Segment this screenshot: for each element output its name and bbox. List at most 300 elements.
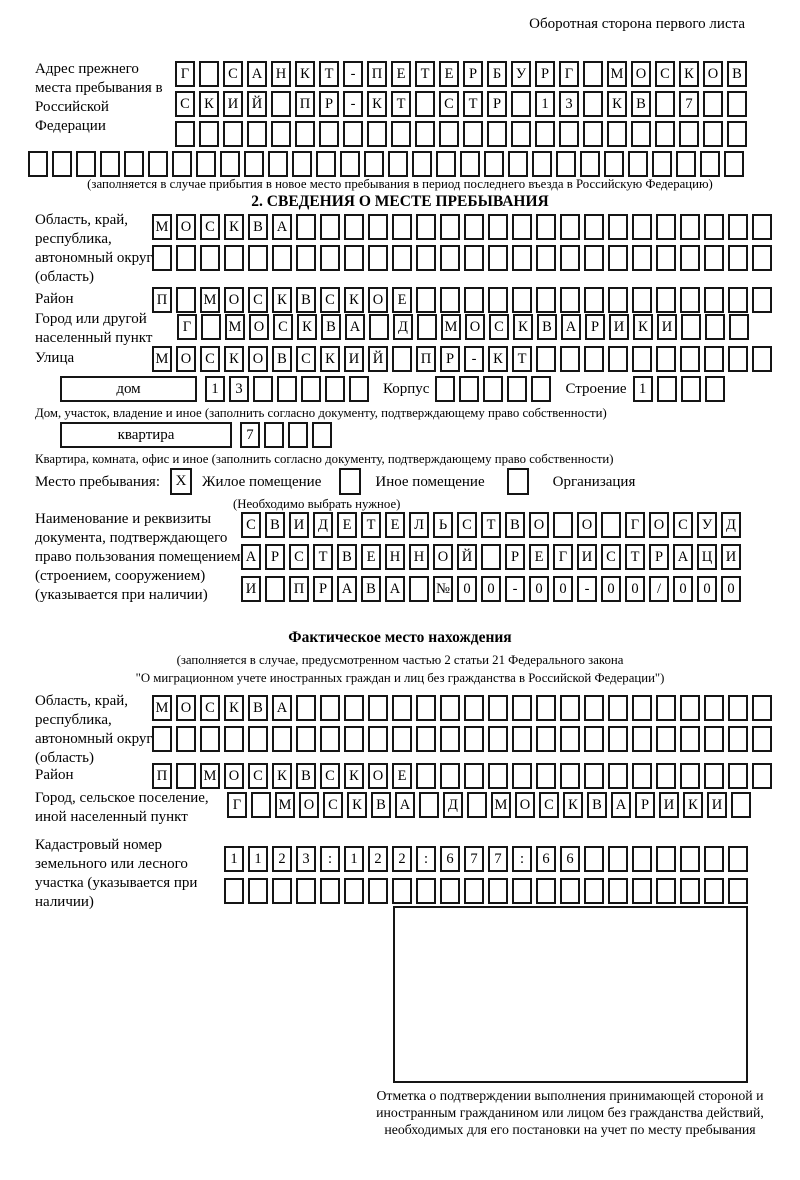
char-cell: П bbox=[289, 576, 309, 602]
char-cell bbox=[656, 878, 676, 904]
char-cell bbox=[296, 726, 316, 752]
char-cell bbox=[752, 214, 772, 240]
actual-region-row-2 bbox=[152, 726, 776, 752]
char-cell bbox=[344, 726, 364, 752]
char-cell bbox=[553, 512, 573, 538]
char-cell: М bbox=[152, 695, 172, 721]
char-cell: - bbox=[343, 91, 363, 117]
char-cell: К bbox=[224, 346, 244, 372]
char-cell bbox=[655, 121, 675, 147]
char-cell bbox=[728, 763, 748, 789]
char-cell bbox=[511, 121, 531, 147]
char-cell: С bbox=[175, 91, 195, 117]
stroenie-label: Строение bbox=[565, 381, 627, 397]
stamp-caption: Отметка о подтверждении выполнения принимающей стороной и иностранным гражданином или лицом без гражданства действий, необходимых для его постановки на учет по месту пребывания bbox=[376, 1088, 764, 1137]
char-cell bbox=[175, 121, 195, 147]
char-cell: М bbox=[275, 792, 295, 818]
char-cell: 0 bbox=[697, 576, 717, 602]
char-cell: 0 bbox=[625, 576, 645, 602]
char-cell: Т bbox=[391, 91, 411, 117]
char-cell: У bbox=[697, 512, 717, 538]
char-cell bbox=[728, 287, 748, 313]
char-cell: В bbox=[265, 512, 285, 538]
char-cell bbox=[412, 151, 432, 177]
char-cell: 1 bbox=[248, 846, 268, 872]
char-cell bbox=[512, 695, 532, 721]
char-cell bbox=[295, 121, 315, 147]
char-cell bbox=[512, 726, 532, 752]
char-cell bbox=[464, 287, 484, 313]
char-cell bbox=[367, 121, 387, 147]
house-caption: Дом, участок, владение и иное (заполнить согласно документу, подтверждающему право собственности) bbox=[35, 406, 607, 420]
char-cell bbox=[199, 61, 219, 87]
char-cell bbox=[460, 151, 480, 177]
actual-location-title: Фактическое место нахождения bbox=[288, 629, 512, 646]
char-cell bbox=[608, 878, 628, 904]
char-cell bbox=[728, 878, 748, 904]
char-cell bbox=[724, 151, 744, 177]
stamp-box bbox=[393, 906, 748, 1083]
char-cell bbox=[656, 726, 676, 752]
char-cell bbox=[632, 346, 652, 372]
char-cell: А bbox=[272, 214, 292, 240]
char-cell bbox=[560, 726, 580, 752]
char-cell: К bbox=[272, 287, 292, 313]
char-cell bbox=[344, 245, 364, 271]
section2-title: 2. СВЕДЕНИЯ О МЕСТЕ ПРЕБЫВАНИЯ bbox=[251, 193, 549, 210]
char-cell: А bbox=[272, 695, 292, 721]
char-cell bbox=[409, 576, 429, 602]
char-cell: М bbox=[441, 314, 461, 340]
region-row-1 bbox=[152, 214, 776, 240]
char-cell bbox=[560, 763, 580, 789]
char-cell: С bbox=[320, 763, 340, 789]
char-cell bbox=[344, 695, 364, 721]
char-cell bbox=[272, 878, 292, 904]
char-cell bbox=[656, 763, 676, 789]
char-cell: О bbox=[649, 512, 669, 538]
char-cell bbox=[244, 151, 264, 177]
char-cell: С bbox=[248, 287, 268, 313]
char-cell bbox=[584, 763, 604, 789]
char-cell: 6 bbox=[560, 846, 580, 872]
document-row-1 bbox=[241, 512, 745, 538]
char-cell: В bbox=[371, 792, 391, 818]
char-cell: - bbox=[505, 576, 525, 602]
char-cell bbox=[391, 121, 411, 147]
char-cell: К bbox=[347, 792, 367, 818]
document-row-3 bbox=[241, 576, 745, 602]
char-cell bbox=[628, 151, 648, 177]
char-cell: В bbox=[337, 544, 357, 570]
korpus-label: Корпус bbox=[383, 381, 430, 397]
char-cell: 7 bbox=[488, 846, 508, 872]
char-cell bbox=[488, 763, 508, 789]
char-cell bbox=[483, 376, 503, 402]
char-cell: М bbox=[225, 314, 245, 340]
char-cell bbox=[224, 726, 244, 752]
char-cell: К bbox=[488, 346, 508, 372]
char-cell bbox=[487, 121, 507, 147]
char-cell bbox=[467, 792, 487, 818]
char-cell: 2 bbox=[368, 846, 388, 872]
char-cell: Н bbox=[271, 61, 291, 87]
char-cell bbox=[704, 878, 724, 904]
char-cell bbox=[440, 695, 460, 721]
char-cell: Р bbox=[487, 91, 507, 117]
char-cell bbox=[344, 878, 364, 904]
char-cell: В bbox=[248, 214, 268, 240]
char-cell: А bbox=[385, 576, 405, 602]
char-cell bbox=[392, 878, 412, 904]
actual-region-row-1 bbox=[152, 695, 776, 721]
char-cell bbox=[416, 763, 436, 789]
char-cell: Е bbox=[337, 512, 357, 538]
char-cell: К bbox=[607, 91, 627, 117]
char-cell: 0 bbox=[481, 576, 501, 602]
district-row bbox=[152, 287, 776, 313]
char-cell: К bbox=[679, 61, 699, 87]
char-cell bbox=[416, 245, 436, 271]
char-cell bbox=[608, 846, 628, 872]
char-cell: К bbox=[320, 346, 340, 372]
char-cell bbox=[325, 376, 345, 402]
char-cell bbox=[440, 763, 460, 789]
stay-type-label: Место пребывания: bbox=[35, 473, 160, 490]
char-cell bbox=[731, 792, 751, 818]
char-cell bbox=[584, 878, 604, 904]
prev-address-row-4 bbox=[28, 151, 748, 177]
char-cell: Т bbox=[415, 61, 435, 87]
char-cell: Й bbox=[368, 346, 388, 372]
char-cell: Г bbox=[553, 544, 573, 570]
region-row-2 bbox=[152, 245, 776, 271]
char-cell bbox=[436, 151, 456, 177]
prev-address-row-1 bbox=[175, 61, 751, 87]
char-cell: О bbox=[176, 695, 196, 721]
char-cell: Й bbox=[457, 544, 477, 570]
char-cell bbox=[220, 151, 240, 177]
char-cell bbox=[584, 245, 604, 271]
char-cell bbox=[320, 245, 340, 271]
char-cell: С bbox=[200, 346, 220, 372]
char-cell bbox=[704, 287, 724, 313]
char-cell: Р bbox=[535, 61, 555, 87]
char-cell: Т bbox=[481, 512, 501, 538]
house-field-box: дом bbox=[60, 376, 197, 402]
char-cell bbox=[253, 376, 273, 402]
prev-address-row-3 bbox=[175, 121, 751, 147]
char-cell: И bbox=[659, 792, 679, 818]
char-cell: Т bbox=[361, 512, 381, 538]
char-cell: С bbox=[489, 314, 509, 340]
char-cell bbox=[200, 726, 220, 752]
prev-address-caption: (заполняется в случае прибытия в новое место пребывания в период последнего въезда в Российскую Федерацию) bbox=[87, 177, 713, 191]
char-cell: В bbox=[505, 512, 525, 538]
char-cell bbox=[272, 245, 292, 271]
char-cell bbox=[656, 695, 676, 721]
char-cell: И bbox=[241, 576, 261, 602]
char-cell: 3 bbox=[296, 846, 316, 872]
char-cell: С bbox=[655, 61, 675, 87]
char-cell: С bbox=[439, 91, 459, 117]
char-cell: В bbox=[272, 346, 292, 372]
char-cell bbox=[459, 376, 479, 402]
char-cell: С bbox=[273, 314, 293, 340]
char-cell bbox=[632, 726, 652, 752]
char-cell: С bbox=[241, 512, 261, 538]
char-cell bbox=[680, 245, 700, 271]
char-cell: С bbox=[673, 512, 693, 538]
char-cell bbox=[265, 576, 285, 602]
char-cell: 7 bbox=[679, 91, 699, 117]
char-cell bbox=[296, 695, 316, 721]
char-cell bbox=[680, 726, 700, 752]
char-cell: : bbox=[416, 846, 436, 872]
char-cell bbox=[657, 376, 677, 402]
char-cell bbox=[536, 287, 556, 313]
char-cell bbox=[607, 121, 627, 147]
char-cell: В bbox=[321, 314, 341, 340]
char-cell: Р bbox=[265, 544, 285, 570]
stay-option-label-organizatsiya: Организация bbox=[552, 473, 636, 490]
char-cell bbox=[152, 726, 172, 752]
char-cell: К bbox=[367, 91, 387, 117]
char-cell: Ц bbox=[697, 544, 717, 570]
char-cell bbox=[752, 245, 772, 271]
char-cell: Т bbox=[512, 346, 532, 372]
char-cell: И bbox=[721, 544, 741, 570]
char-cell bbox=[727, 91, 747, 117]
char-cell bbox=[556, 151, 576, 177]
house-cells bbox=[205, 376, 373, 402]
char-cell: Е bbox=[439, 61, 459, 87]
char-cell: Р bbox=[440, 346, 460, 372]
char-cell: Е bbox=[391, 61, 411, 87]
char-cell bbox=[584, 726, 604, 752]
char-cell: В bbox=[296, 287, 316, 313]
char-cell bbox=[440, 214, 460, 240]
char-cell: Т bbox=[463, 91, 483, 117]
char-cell bbox=[364, 151, 384, 177]
char-cell: С bbox=[200, 695, 220, 721]
char-cell: А bbox=[241, 544, 261, 570]
char-cell: : bbox=[320, 846, 340, 872]
char-cell: К bbox=[199, 91, 219, 117]
char-cell bbox=[705, 314, 725, 340]
char-cell: Р bbox=[635, 792, 655, 818]
char-cell bbox=[251, 792, 271, 818]
char-cell bbox=[440, 245, 460, 271]
char-cell: 6 bbox=[440, 846, 460, 872]
char-cell bbox=[584, 346, 604, 372]
char-cell bbox=[369, 314, 389, 340]
char-cell: Б bbox=[487, 61, 507, 87]
char-cell: Е bbox=[392, 763, 412, 789]
char-cell bbox=[681, 314, 701, 340]
char-cell: 1 bbox=[205, 376, 225, 402]
char-cell: 3 bbox=[229, 376, 249, 402]
char-cell: П bbox=[367, 61, 387, 87]
char-cell: П bbox=[295, 91, 315, 117]
char-cell bbox=[536, 695, 556, 721]
char-cell bbox=[700, 151, 720, 177]
char-cell: М bbox=[152, 346, 172, 372]
char-cell: Р bbox=[585, 314, 605, 340]
char-cell: / bbox=[649, 576, 669, 602]
char-cell bbox=[729, 314, 749, 340]
char-cell bbox=[320, 214, 340, 240]
char-cell bbox=[679, 121, 699, 147]
char-cell bbox=[224, 245, 244, 271]
char-cell bbox=[728, 846, 748, 872]
char-cell bbox=[292, 151, 312, 177]
char-cell: - bbox=[464, 346, 484, 372]
char-cell bbox=[608, 726, 628, 752]
char-cell bbox=[680, 346, 700, 372]
city-label: Город или другой населенный пункт bbox=[35, 311, 153, 346]
actual-location-caption-2: "О миграционном учете иностранных граждан и лиц без гражданства в Российской Федерации") bbox=[135, 671, 665, 685]
char-cell bbox=[440, 878, 460, 904]
char-cell: И bbox=[657, 314, 677, 340]
prev-address-label: Адрес прежнего места пребывания в Российской Федерации bbox=[35, 61, 163, 134]
char-cell: 7 bbox=[240, 422, 260, 448]
char-cell: С bbox=[296, 346, 316, 372]
char-cell bbox=[248, 245, 268, 271]
char-cell bbox=[512, 287, 532, 313]
char-cell: Д bbox=[443, 792, 463, 818]
prev-address-rows bbox=[175, 61, 751, 147]
char-cell: К bbox=[633, 314, 653, 340]
char-cell bbox=[392, 346, 412, 372]
char-cell: О bbox=[368, 763, 388, 789]
checkbox-inoe-pomeshchenie bbox=[339, 468, 361, 495]
char-cell bbox=[681, 376, 701, 402]
char-cell bbox=[536, 214, 556, 240]
char-cell bbox=[340, 151, 360, 177]
actual-city-label: Город, сельское поселение, иной населенный пункт bbox=[35, 790, 209, 825]
char-cell: П bbox=[416, 346, 436, 372]
actual-city-row bbox=[227, 792, 755, 818]
char-cell: И bbox=[707, 792, 727, 818]
char-cell bbox=[680, 287, 700, 313]
char-cell bbox=[464, 695, 484, 721]
char-cell bbox=[223, 121, 243, 147]
char-cell: О bbox=[224, 763, 244, 789]
char-cell bbox=[632, 878, 652, 904]
char-cell: Г bbox=[177, 314, 197, 340]
char-cell: О bbox=[248, 346, 268, 372]
char-cell bbox=[388, 151, 408, 177]
char-cell: Р bbox=[649, 544, 669, 570]
char-cell: А bbox=[611, 792, 631, 818]
char-cell bbox=[680, 763, 700, 789]
char-cell bbox=[248, 726, 268, 752]
char-cell bbox=[680, 214, 700, 240]
char-cell: К bbox=[295, 61, 315, 87]
char-cell bbox=[320, 695, 340, 721]
char-cell: С bbox=[289, 544, 309, 570]
char-cell bbox=[415, 121, 435, 147]
char-cell bbox=[511, 91, 531, 117]
char-cell: В bbox=[248, 695, 268, 721]
char-cell bbox=[583, 91, 603, 117]
char-cell bbox=[512, 214, 532, 240]
actual-district-label: Район bbox=[35, 767, 74, 783]
checkbox-zhiloe-pomeshchenie: X bbox=[170, 468, 192, 495]
char-cell bbox=[392, 695, 412, 721]
char-cell: Е bbox=[529, 544, 549, 570]
char-cell bbox=[201, 314, 221, 340]
char-cell bbox=[532, 151, 552, 177]
char-cell bbox=[580, 151, 600, 177]
char-cell: 7 bbox=[464, 846, 484, 872]
char-cell bbox=[680, 846, 700, 872]
char-cell: К bbox=[224, 695, 244, 721]
checkbox-organizatsiya bbox=[507, 468, 529, 495]
char-cell: С bbox=[200, 214, 220, 240]
char-cell: Г bbox=[559, 61, 579, 87]
char-cell bbox=[512, 245, 532, 271]
char-cell bbox=[584, 287, 604, 313]
char-cell bbox=[392, 726, 412, 752]
char-cell: О bbox=[703, 61, 723, 87]
char-cell bbox=[172, 151, 192, 177]
char-cell bbox=[488, 245, 508, 271]
char-cell: Г bbox=[175, 61, 195, 87]
char-cell bbox=[512, 763, 532, 789]
char-cell bbox=[608, 763, 628, 789]
char-cell bbox=[224, 878, 244, 904]
char-cell bbox=[368, 214, 388, 240]
char-cell: В bbox=[631, 91, 651, 117]
char-cell: Д bbox=[313, 512, 333, 538]
char-cell bbox=[512, 878, 532, 904]
char-cell bbox=[272, 726, 292, 752]
char-cell bbox=[416, 695, 436, 721]
char-cell bbox=[728, 726, 748, 752]
char-cell: О bbox=[515, 792, 535, 818]
char-cell bbox=[704, 695, 724, 721]
char-cell: № bbox=[433, 576, 453, 602]
char-cell bbox=[632, 214, 652, 240]
char-cell bbox=[392, 245, 412, 271]
char-cell bbox=[536, 346, 556, 372]
char-cell bbox=[601, 512, 621, 538]
char-cell bbox=[656, 214, 676, 240]
char-cell bbox=[560, 245, 580, 271]
stay-option-label-zhiloe: Жилое помещение bbox=[202, 473, 322, 490]
char-cell: П bbox=[152, 287, 172, 313]
char-cell: В bbox=[296, 763, 316, 789]
char-cell: Н bbox=[409, 544, 429, 570]
char-cell bbox=[464, 763, 484, 789]
char-cell bbox=[507, 376, 527, 402]
char-cell: В bbox=[537, 314, 557, 340]
char-cell: 2 bbox=[392, 846, 412, 872]
char-cell bbox=[583, 121, 603, 147]
char-cell bbox=[728, 695, 748, 721]
char-cell: К bbox=[272, 763, 292, 789]
char-cell bbox=[560, 878, 580, 904]
char-cell: К bbox=[513, 314, 533, 340]
char-cell bbox=[271, 91, 291, 117]
char-cell: Р bbox=[319, 91, 339, 117]
char-cell bbox=[199, 121, 219, 147]
char-cell bbox=[656, 846, 676, 872]
document-label: Наименование и реквизиты документа, подтверждающего право пользования помещением (строением, сооружением) (указывается при наличии) bbox=[35, 511, 241, 603]
char-cell bbox=[488, 695, 508, 721]
